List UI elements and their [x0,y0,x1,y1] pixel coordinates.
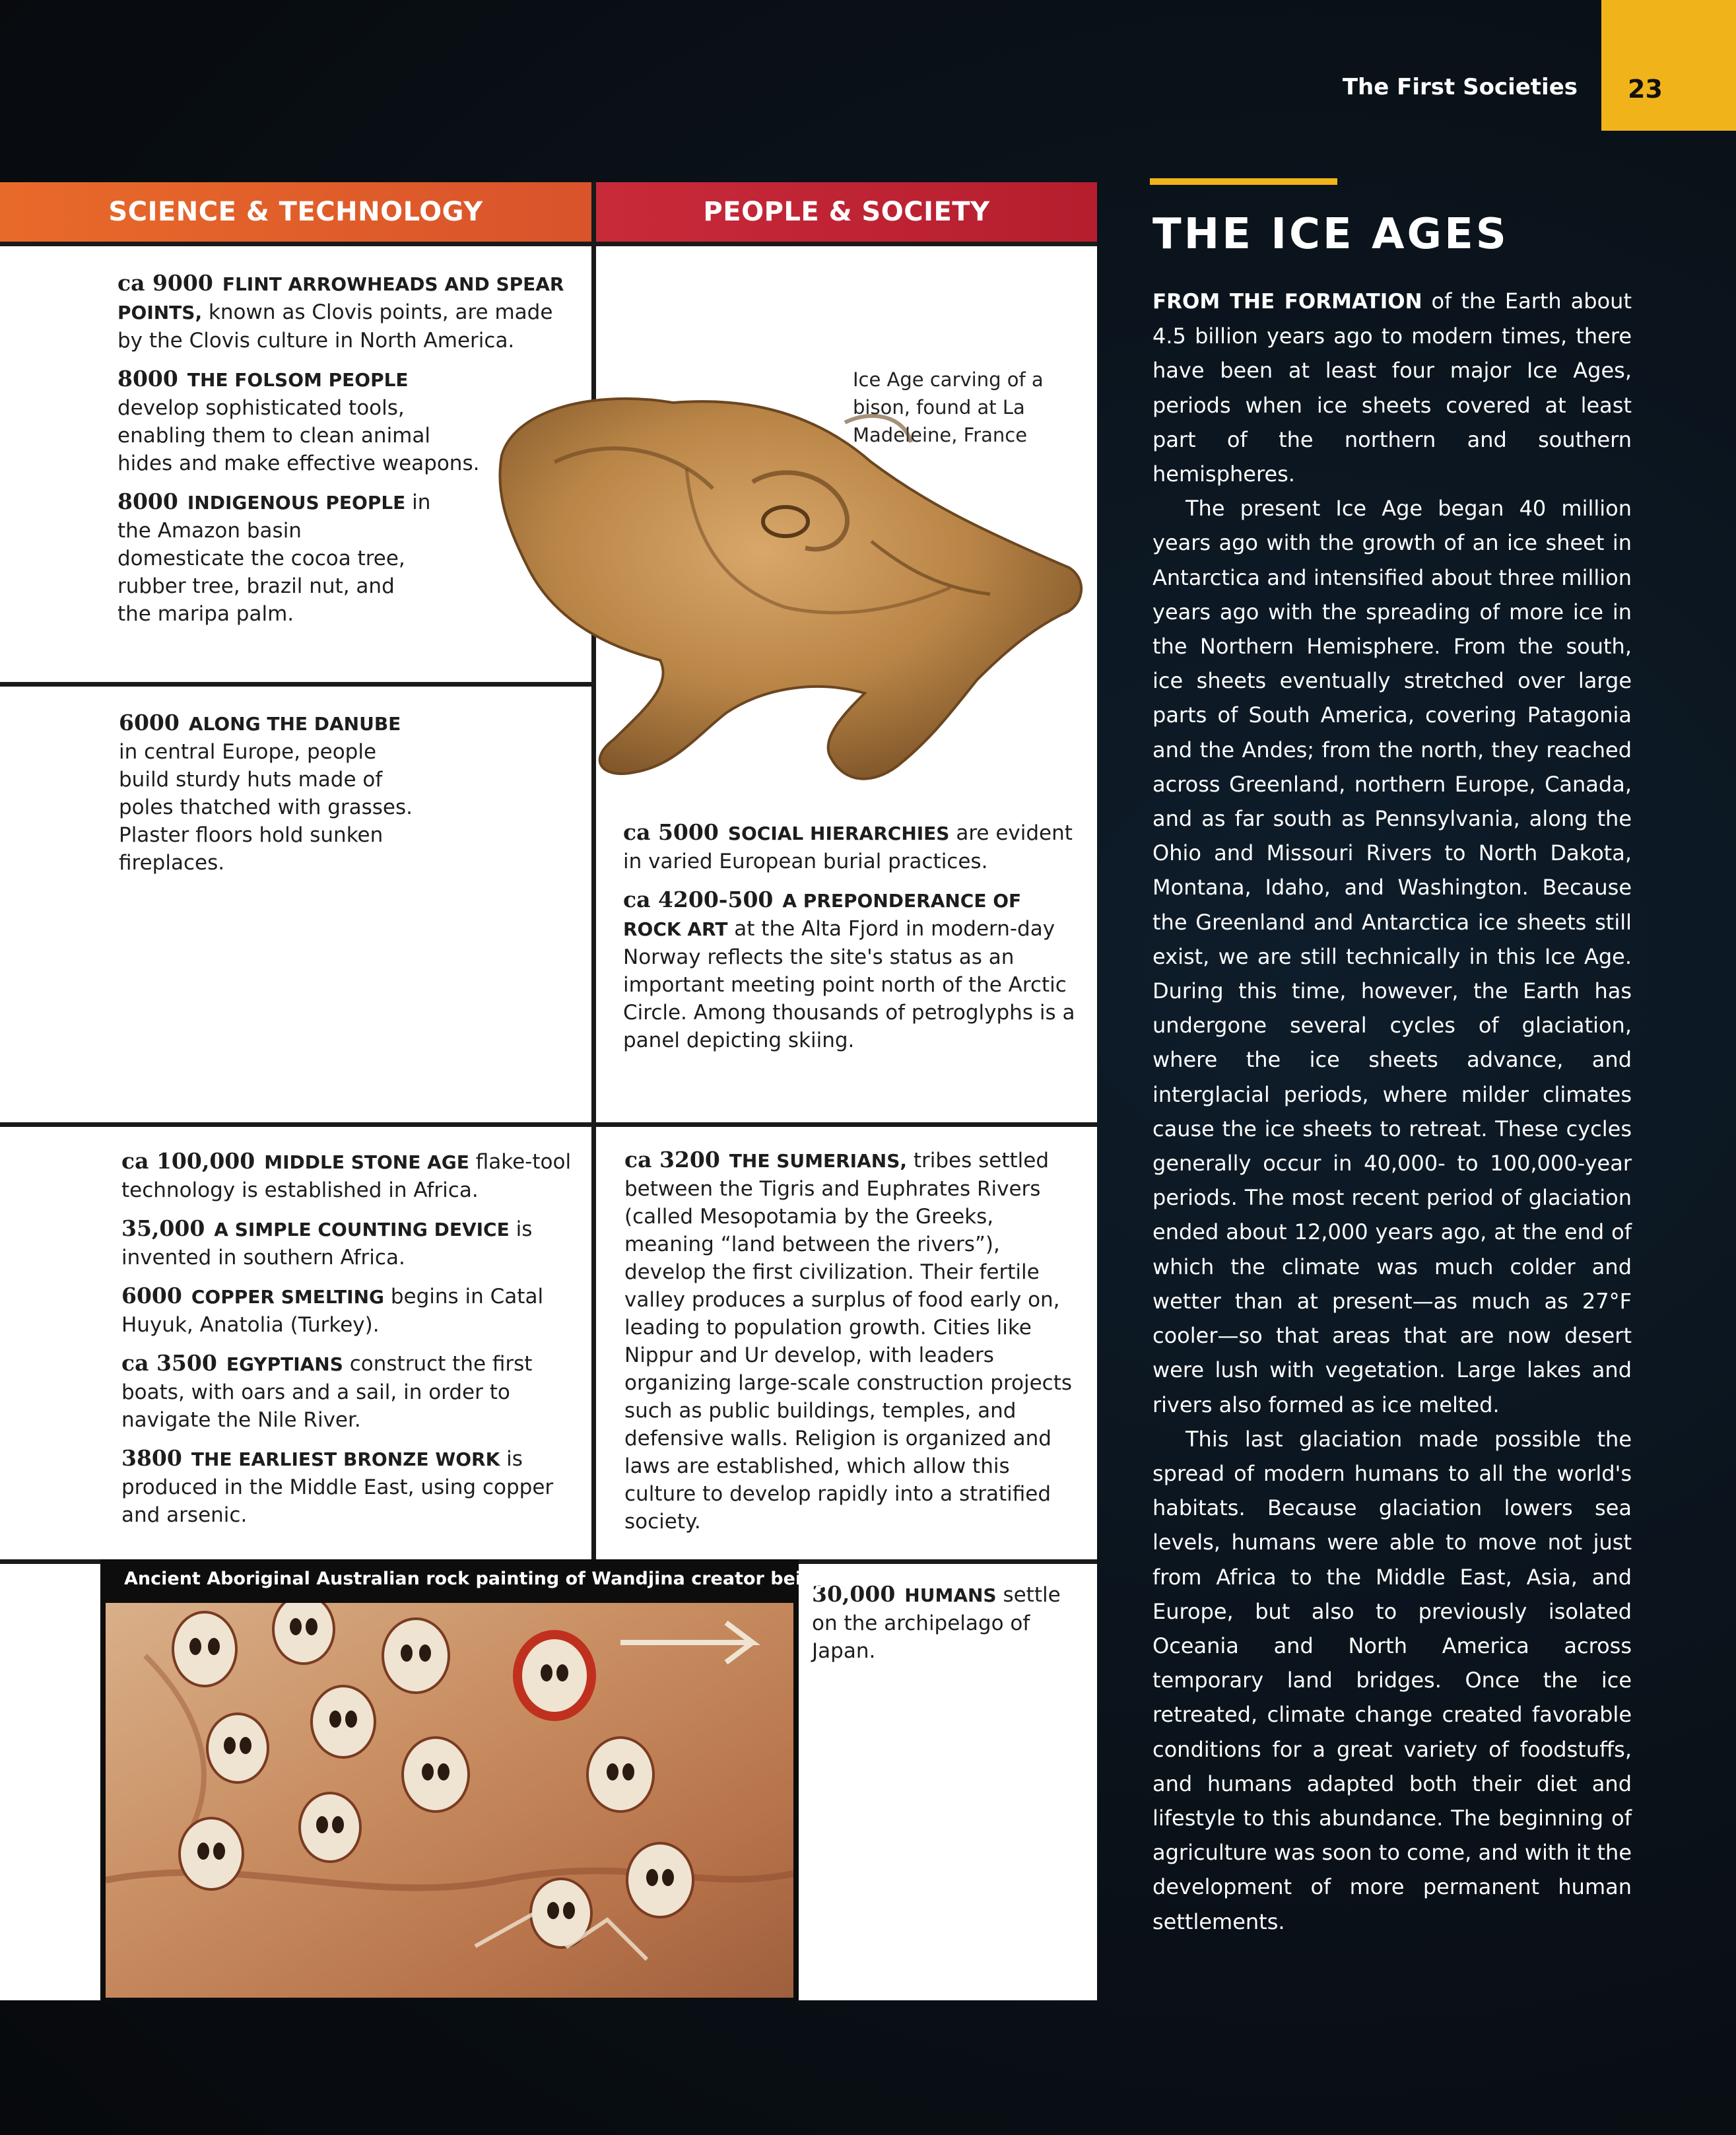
running-head-title: The First Societies [1342,74,1578,100]
bison-caption: Ice Age carving of a bison, found at La Madeleine, France [853,368,1044,446]
essay-title: THE ICE AGES [1152,210,1509,259]
header-rule [0,242,1097,246]
essay-paragraph: FROM THE FORMATION of the Earth about 4.5 billion years ago to modern times, there have been at least four major Ice Ages, periods when ice sheets covered at least part of the northern and southern hemispheres. [1152,288,1632,487]
essay-lead-in: FROM THE FORMATION [1152,290,1422,314]
essay-paragraph: This last glaciation made possible the spread of modern humans to all the world's habitats. Because glaciation lowers sea levels, humans were able to move not just from Africa to the Middle East, Asia, and Europe, but also to previously isolated Oceania and North America across temporary land bridges. Once the ice retreated, climate change created favorable conditions for a great variety of foodstuffs, and humans adapted both their diet and lifestyle to this abundance. The beginning of agriculture was soon to come, and with it the development of more permanent human settlements. [1152,1426,1632,1934]
timeline-entry: 6000 COPPER SMELTING begins in Catal Huyuk, Anatolia (Turkey). [121,1283,544,1337]
timeline-entry: ca 9000 FLINT ARROWHEADS AND SPEAR POINTS, known as Clovis points, are made by the Clovis culture in North America. [117,270,564,353]
science-entries-3 [121,1147,577,1540]
essay-body [1152,284,1632,1939]
timeline-entry: ca 3200 THE SUMERIANS, tribes settled between the Tigris and Euphrates Rivers (called Mesopotamia by the Greeks, meaning “land between the rivers”), develop the first civilization. Their fertile valley produces a surplus of food early on, leading to population growth. Cities like Nippur and Ur develop, with leaders organizing large-scale construction projects such as public buildings, temples, and defensive walls. Religion is organized and laws are established, which allow this culture to develop rapidly into a stratified society. [624,1147,1073,1534]
timeline-entry: 8000 INDIGENOUS PEOPLE in the Amazon basin domesticate the cocoa tree, rubber tree, brazil nut, and the maripa palm. [117,489,431,626]
timeline-entry: ca 5000 SOCIAL HIERARCHIES are evident in varied European burial practices. [623,819,1073,873]
timeline-entry: 30,000 HUMANS settle on the archipelago of Japan. [812,1581,1061,1663]
timeline-entry: 6000 ALONG THE DANUBE in central Europe, people build sturdy huts made of poles thatched with grasses. Plaster floors hold sunken fireplaces. [119,710,413,875]
timeline-entry: 35,000 A SIMPLE COUNTING DEVICE is invented in southern Africa. [121,1215,533,1270]
bison-carving-image [475,370,1096,805]
essay-paragraph: The present Ice Age began 40 million years ago with the growth of an ice sheet in Antarctica and intensified about three million years ago with the spreading of more ice in the Northern Hemisphere. From the south, ice sheets eventually stretched over large parts of South America, covering Patagonia and the Andes; from the north, they reached across Greenland, northern Europe, Canada, and as far south as Pennsylvania, along the Ohio and Missouri Rivers to North Dakota, Montana, Idaho, and Washington. Because the Greenland and Antarctica ice sheets still exist, we are still technically in this Ice Age. During this time, however, the Earth has undergone several cycles of glaciation, where the ice sheets advance, and interglacial periods, where milder climates cause the ice sheets to retreat. These cycles generally occur in 40,000- to 100,000-year periods. The most recent period of glaciation ended about 12,000 years ago, at the end of which the climate was much colder and wetter than at present—as much as 27°F cooler—so that areas that are now desert were lush with vegetation. Large lakes and rivers also formed as ice melted. [1152,496,1632,1417]
timeline-entry: 3800 THE EARLIEST BRONZE WORK is produced in the Middle East, using copper and arsenic. [121,1445,554,1527]
timeline-entry: ca 100,000 MIDDLE STONE AGE flake-tool technology is established in Africa. [121,1148,572,1202]
timeline-entry: 8000 THE FOLSOM PEOPLE develop sophisticated tools, enabling them to clean animal hides and make effective weapons. [117,366,480,475]
people-entries-4 [812,1580,1076,1676]
timeline-entry: ca 4200-500 A PREPONDERANCE OF ROCK ART at the Alta Fjord in modern-day Norway reflects the site's status as an important meeting point north of the Arctic Circle. Among thousands of petroglyphs is a panel depicting skiing. [623,887,1075,1052]
rock-painting-caption: Ancient Aboriginal Australian rock painting of Wandjina creator beings [124,1569,838,1589]
wandjina-rock-painting-image [106,1603,793,1998]
science-entries-2 [119,709,422,887]
science-technology-header: SCIENCE & TECHNOLOGY [0,182,591,242]
page-number: 23 [1601,0,1736,131]
accent-rule [1150,178,1337,185]
people-entries-3 [624,1146,1080,1546]
people-entries-2 [623,819,1079,1065]
people-society-header: PEOPLE & SOCIETY [596,182,1097,242]
timeline-entry: ca 3500 EGYPTIANS construct the first boats, with oars and a sail, in order to navigate the Nile River. [121,1350,533,1432]
row-divider [0,1122,1097,1127]
